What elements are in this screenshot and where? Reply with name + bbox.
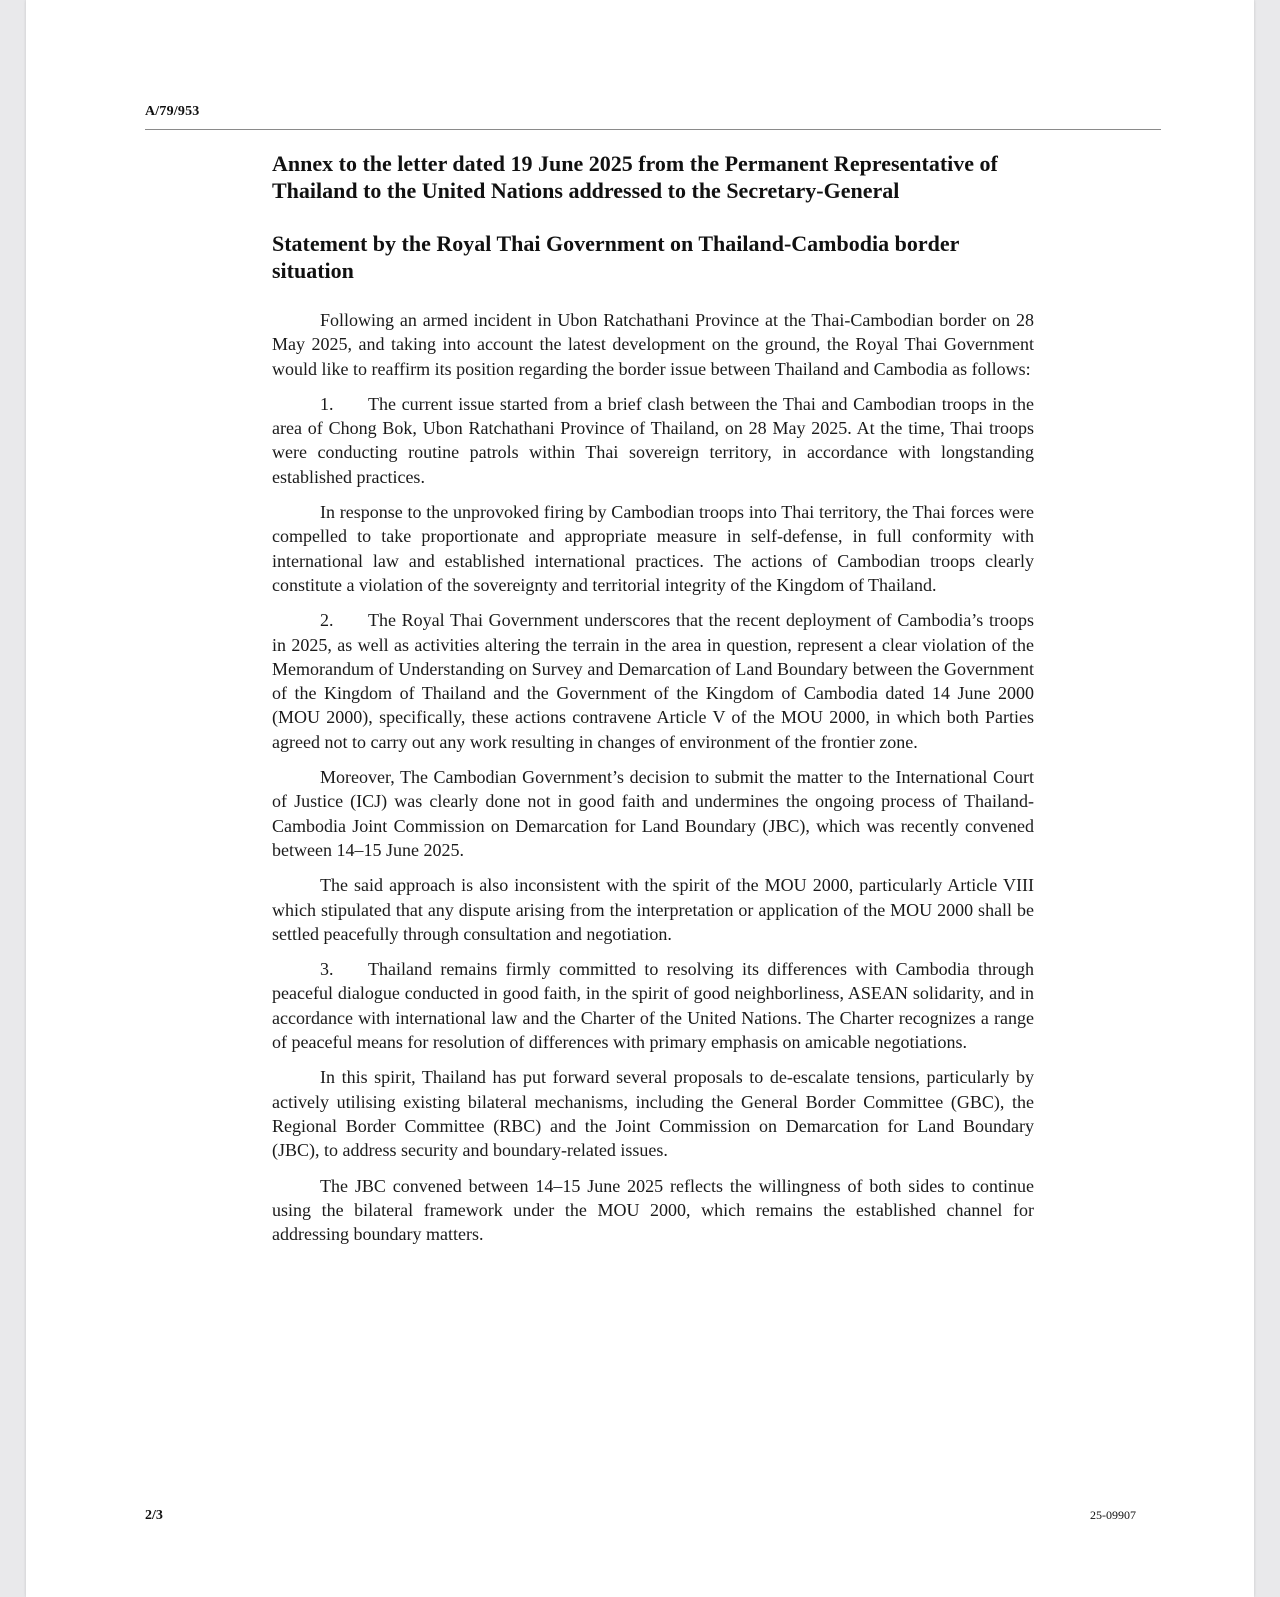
paragraph-text: In response to the unprovoked firing by Cambodian troops into Thai territory, the Thai forces were compelled to take proportionate and appropriate measure in self-defense, in full conformity with international law and established international practices. The actions of Cambodian troops clearly constitute a violation of the sovereignty and territorial integrity of the Kingdom of Thailand. — [272, 502, 1034, 595]
paragraph-text: The said approach is also inconsistent with the spirit of the MOU 2000, particularly Article VIII which stipulated that any dispute arising from the interpretation or application of the MOU 2000 shall be settled peacefully through consultation and negotiation. — [272, 875, 1034, 944]
paragraph-text: Following an armed incident in Ubon Ratchathani Province at the Thai-Cambodian border on 28 May 2025, and taking into account the latest development on the ground, the Royal Thai Government would like to reaffirm its position regarding the border issue between Thailand and Cambodia as follows: — [272, 310, 1034, 379]
document-symbol: A/79/953 — [145, 104, 200, 119]
paragraph-text: Moreover, The Cambodian Government’s decision to submit the matter to the International Court of Justice (ICJ) was clearly done not in good faith and undermines the ongoing process of Thailand-Cambodia Joint Commission on Demarcation for Land Boundary (JBC), which was recently convened between 14–15 June 2025. — [272, 767, 1034, 860]
paragraph-3-continued-b — [272, 1174, 1034, 1247]
annex-content — [272, 150, 1034, 1246]
paragraph-text: In this spirit, Thailand has put forward several proposals to de-escalate tensions, particularly by actively utilising existing bilateral mechanisms, including the General Border Committee (GBC), the Regional Border Committee (RBC) and the Joint Commission on Demarcation for Land Boundary (JBC), to address security and boundary-related issues. — [272, 1067, 1034, 1161]
paragraph-1 — [272, 392, 1034, 489]
paragraph-3 — [272, 957, 1034, 1054]
paragraph-number: 3. — [320, 959, 334, 980]
statement-body — [272, 308, 1034, 1246]
paragraph-2-continued-b — [272, 873, 1034, 946]
paragraph-3-continued-a — [272, 1065, 1034, 1162]
page-number: 2/3 — [145, 1508, 163, 1523]
paragraph-1-continued — [272, 500, 1034, 597]
paragraph-text: The current issue started from a brief clash between the Thai and Cambodian troops in the area of Chong Bok, Ubon Ratchathani Province of Thailand, on 28 May 2025. At the time, Thai troops were conducting routine patrols within Thai sovereign territory, in accordance with longstanding established practices. — [272, 393, 1034, 487]
job-number: 25-09907 — [1090, 1508, 1136, 1522]
paragraph-2 — [272, 608, 1034, 754]
paragraph-2-continued-a — [272, 765, 1034, 862]
paragraph-text: The Royal Thai Government underscores that the recent deployment of Cambodia’s troops in 2025, as well as activities altering the terrain in the area in question, represent a clear violation of the Memorandum of Understanding on Survey and Demarcation of Land Boundary between the Government of the Kingdom of Thailand and the Government of the Kingdom of Cambodia dated 14 June 2000 (MOU 2000), specifically, these actions contravene Article V of the MOU 2000, in which both Parties agreed not to carry out any work resulting in changes of environment of the frontier zone. — [272, 610, 1034, 752]
paragraph-text: The JBC convened between 14–15 June 2025 reflects the willingness of both sides to continue using the bilateral framework under the MOU 2000, which remains the established channel for addressing boundary matters. — [272, 1175, 1034, 1245]
paragraph-text: Thailand remains firmly committed to resolving its differences with Cambodia through peaceful dialogue conducted in good faith, in the spirit of good neighborliness, ASEAN solidarity, and in accordance with international law and the Charter of the United Nations. The Charter recognizes a range of peaceful means for resolution of differences with primary emphasis on amicable negotiations. — [272, 959, 1034, 1053]
paragraph-number: 2. — [320, 610, 334, 631]
paragraph-number: 1. — [320, 393, 334, 414]
annex-title: Annex to the letter dated 19 June 2025 from the Permanent Representative of Thailand to the United Nations addressed to the Secretary-General — [272, 151, 998, 203]
paragraph-intro — [272, 308, 1034, 381]
statement-title: Statement by the Royal Thai Government on Thailand-Cambodia border situation — [272, 231, 959, 283]
document-page — [26, 0, 1254, 1597]
header-divider — [145, 129, 1161, 130]
